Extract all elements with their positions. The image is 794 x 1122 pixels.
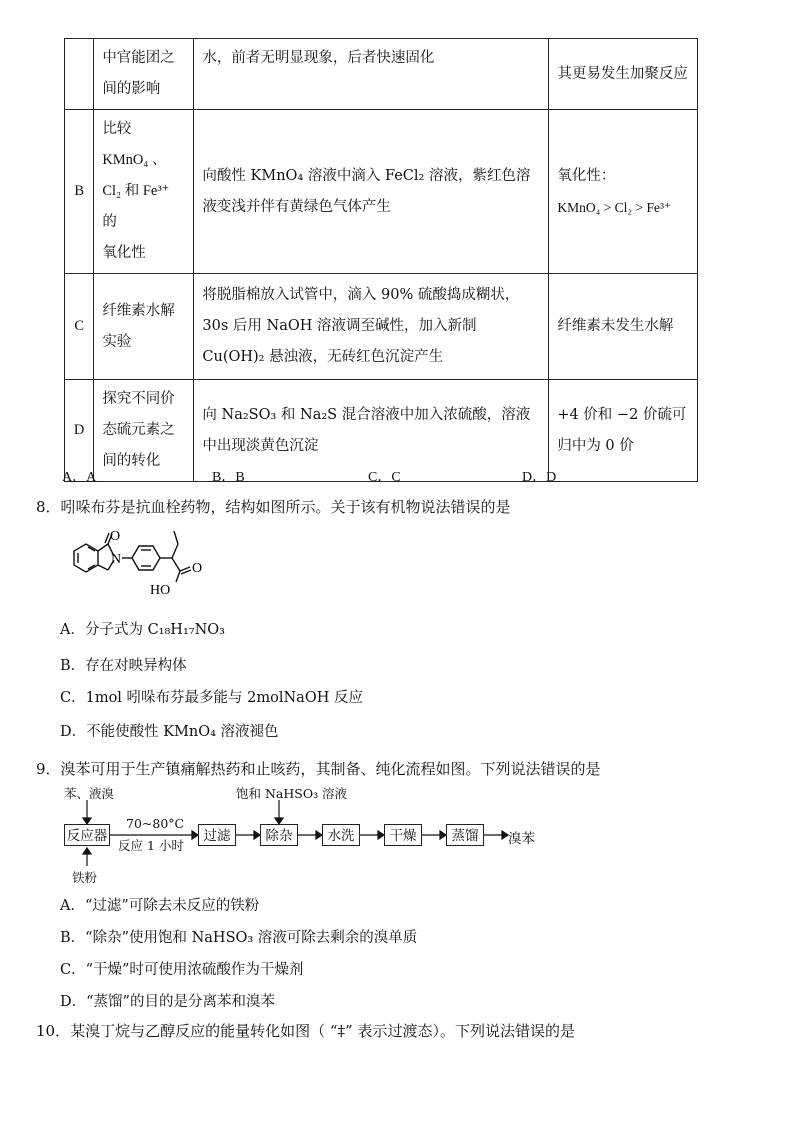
row-id	[65, 39, 94, 110]
nitrogen-label: N	[111, 552, 122, 567]
row-id: D	[65, 380, 94, 482]
row-operation	[194, 274, 549, 380]
q9-option-b[interactable]: B．“除杂”使用饱和 NaHSO₃ 溶液可除去剩余的溴单质	[60, 930, 418, 946]
conclusion-line: 氧化性：	[557, 167, 616, 184]
q10-stem: 10．某溴丁烷与乙醇反应的能量转化如图（ “‡” 表示过渡态）。下列说法错误的是	[36, 1022, 575, 1040]
row-purpose	[94, 110, 194, 274]
q8-option-d[interactable]: D．不能使酸性 KMnO₄ 溶液褪色	[60, 724, 279, 740]
flow-step-dry: 干燥	[384, 824, 422, 846]
q7-option-c[interactable]: C．C	[368, 470, 401, 485]
flow-step-reactor: 反应器	[64, 824, 110, 846]
arrow-down-icon	[83, 818, 91, 824]
row-purpose: 探究不同价态硫元素之间的转化	[94, 380, 194, 482]
q7-option-a[interactable]: A．A	[62, 470, 97, 485]
condition-bottom-label: 反应 1 小时	[118, 838, 184, 853]
flow-step-purify: 除杂	[260, 824, 298, 846]
arrow-right-icon	[316, 831, 322, 839]
hydroxyl-label: HO	[150, 583, 171, 598]
operation-line: 将脱脂棉放入试管中，滴入 90% 硫酸捣成糊状，	[202, 287, 520, 303]
row-operation: 向 Na₂SO₃ 和 Na₂S 混合溶液中加入浓硫酸，溶液中出现淡黄色沉淀	[194, 380, 549, 482]
input-bottom-label: 铁粉	[72, 870, 98, 885]
row-conclusion: 其更易发生加聚反应	[549, 39, 698, 110]
arrow-right-icon	[440, 831, 446, 839]
q9-stem: 9．溴苯可用于生产镇痛解热药和止咳药，其制备、纯化流程如图。下列说法错误的是	[36, 760, 601, 778]
table-row	[65, 110, 698, 274]
q8-option-a[interactable]: A．分子式为 C₁₈H₁₇NO₃	[60, 622, 225, 638]
purpose-line: 比较	[102, 121, 132, 137]
condition-top-label: 70~80°C	[126, 816, 185, 831]
product-label: 溴苯	[508, 831, 535, 847]
row-id: C	[65, 274, 94, 380]
oxygen-label: O	[192, 561, 203, 576]
q8-option-b[interactable]: B．存在对映异构体	[60, 658, 187, 674]
q8-option-c[interactable]: C．1mol 吲哚布芬最多能与 2molNaOH 反应	[60, 690, 363, 706]
oxygen-label: O	[110, 529, 121, 544]
q9-option-a[interactable]: A．“过滤”可除去未反应的铁粉	[60, 898, 260, 914]
q8-stem: 8．吲哚布芬是抗血栓药物，结构如图所示。关于该有机物说法错误的是	[36, 498, 511, 516]
arrow-right-icon	[254, 831, 260, 839]
flow-step-wash: 水洗	[322, 824, 360, 846]
row-purpose: 中官能团之间的影响	[94, 39, 194, 110]
row-purpose: 纤维素水解实验	[94, 274, 194, 380]
row-operation: 向酸性 KMnO₄ 溶液中滴入 FeCl₂ 溶液，紫红色溶液变浅并伴有黄绿色气体产生	[194, 110, 549, 274]
q9-option-d[interactable]: D．“蒸馏”的目的是分离苯和溴苯	[60, 994, 275, 1010]
arrow-down-icon	[275, 818, 283, 824]
flow-arrows	[60, 798, 520, 868]
operation-line: 30s 后用 NaOH 溶液调至碱性，加入新制	[202, 318, 477, 334]
row-conclusion: 纤维素未发生水解	[549, 274, 698, 380]
q7-option-b[interactable]: B．B	[212, 470, 245, 485]
reagent-label: 饱和 NaHSO₃ 溶液	[236, 786, 348, 801]
arrow-up-icon	[83, 848, 91, 854]
purpose-line: KMnO₄ 、	[102, 152, 167, 168]
purpose-line: Cl₂ 和 Fe³⁺ 的	[102, 183, 170, 230]
arrow-right-icon	[502, 831, 508, 839]
flow-step-filter: 过滤	[198, 824, 236, 846]
arrow-right-icon	[378, 831, 384, 839]
table-row	[65, 274, 698, 380]
input-top-label: 苯、液溴	[64, 786, 115, 801]
flow-step-distill: 蒸馏	[446, 824, 484, 846]
purpose-line: 氧化性	[102, 245, 146, 261]
conclusion-line: KMnO₄ > Cl₂ > Fe³⁺	[557, 199, 672, 215]
q9-option-c[interactable]: C．“干燥”时可使用浓硫酸作为干燥剂	[60, 962, 304, 978]
row-conclusion: +4 价和 −2 价硫可归中为 0 价	[549, 380, 698, 482]
table-row	[65, 39, 698, 110]
indobufen-structure-diagram	[58, 526, 218, 600]
q7-option-d[interactable]: D．D	[522, 470, 557, 485]
operation-line: Cu(OH)₂ 悬浊液，无砖红色沉淀产生	[202, 349, 444, 365]
experiment-table	[64, 38, 698, 482]
row-operation: 水，前者无明显现象，后者快速固化	[194, 39, 549, 110]
row-conclusion	[549, 110, 698, 274]
row-id: B	[65, 110, 94, 274]
arrow-right-icon	[192, 831, 198, 839]
